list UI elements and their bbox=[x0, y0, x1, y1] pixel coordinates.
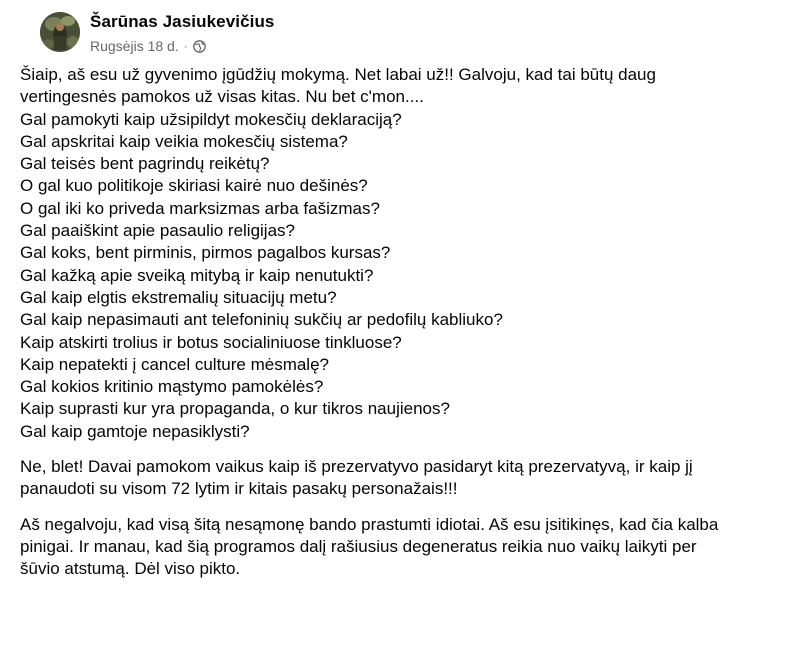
text-line: Ne, blet! Davai pamokom vaikus kaip iš prezervatyvo pasidaryt kitą prezervatyvą, ir kaip jį bbox=[20, 457, 693, 477]
text-line: vertingesnės pamokos už visas kitas. Nu bet c'mon.... bbox=[20, 87, 424, 107]
text-line: Gal kažką apie sveiką mitybą ir kaip nenutukti? bbox=[20, 265, 374, 285]
meta-separator: · bbox=[183, 39, 188, 53]
avatar-photo-icon bbox=[40, 12, 80, 52]
text-line: šūvio atstumą. Dėl viso pikto. bbox=[20, 559, 241, 579]
text-line: O gal iki ko priveda marksizmas arba fašizmas? bbox=[20, 198, 380, 218]
author-avatar[interactable] bbox=[40, 12, 80, 52]
text-line: Gal kokios kritinio mąstymo pamokėlės? bbox=[20, 377, 324, 397]
post-header bbox=[20, 0, 785, 62]
paragraph-2 bbox=[20, 456, 785, 501]
text-line: Kaip suprasti kur yra propaganda, o kur tikros naujienos? bbox=[20, 399, 450, 419]
globe-icon[interactable] bbox=[193, 40, 206, 53]
text-line: Kaip atskirti trolius ir botus socialiniuose tinkluose? bbox=[20, 332, 402, 352]
paragraph-3 bbox=[20, 514, 785, 581]
text-line: Gal kaip elgtis ekstremalių situacijų metu? bbox=[20, 287, 337, 307]
text-line: pinigai. Ir manau, kad šią programos dalį rašiusius degeneratus reikia nuo vaikų laikyti per bbox=[20, 536, 697, 556]
post-body bbox=[20, 64, 785, 594]
text-line: Gal kaip gamtoje nepasiklysti? bbox=[20, 421, 250, 441]
text-line: Gal paaiškint apie pasaulio religijas? bbox=[20, 221, 295, 241]
text-line: Gal apskritai kaip veikia mokesčių sistema? bbox=[20, 131, 348, 151]
paragraph-1 bbox=[20, 64, 785, 443]
text-line: panaudoti su visom 72 lytim ir kitais pasakų personažais!!! bbox=[20, 479, 458, 499]
text-line: O gal kuo politikoje skiriasi kairė nuo dešinės? bbox=[20, 176, 368, 196]
text-line: Gal kaip nepasimauti ant telefoninių sukčių ar pedofilų kabliuko? bbox=[20, 310, 503, 330]
post-date[interactable]: Rugsėjis 18 d. bbox=[90, 38, 179, 54]
text-line: Gal pamokyti kaip užsipildyt mokesčių deklaraciją? bbox=[20, 109, 402, 129]
text-line: Kaip nepatekti į cancel culture mėsmalę? bbox=[20, 354, 329, 374]
author-name[interactable]: Šarūnas Jasiukevičius bbox=[90, 12, 275, 31]
text-line: Šiaip, aš esu už gyvenimo įgūdžių mokymą. Net labai už!! Galvoju, kad tai būtų daug bbox=[20, 65, 656, 84]
post-meta bbox=[90, 38, 206, 54]
text-line: Gal koks, bent pirminis, pirmos pagalbos kursas? bbox=[20, 243, 391, 263]
text-line: Gal teisės bent pagrindų reikėtų? bbox=[20, 154, 270, 174]
text-line: Aš negalvoju, kad visą šitą nesąmonę bando prastumti idiotai. Aš esu įsitikinęs, kad čia kalba bbox=[20, 514, 719, 534]
